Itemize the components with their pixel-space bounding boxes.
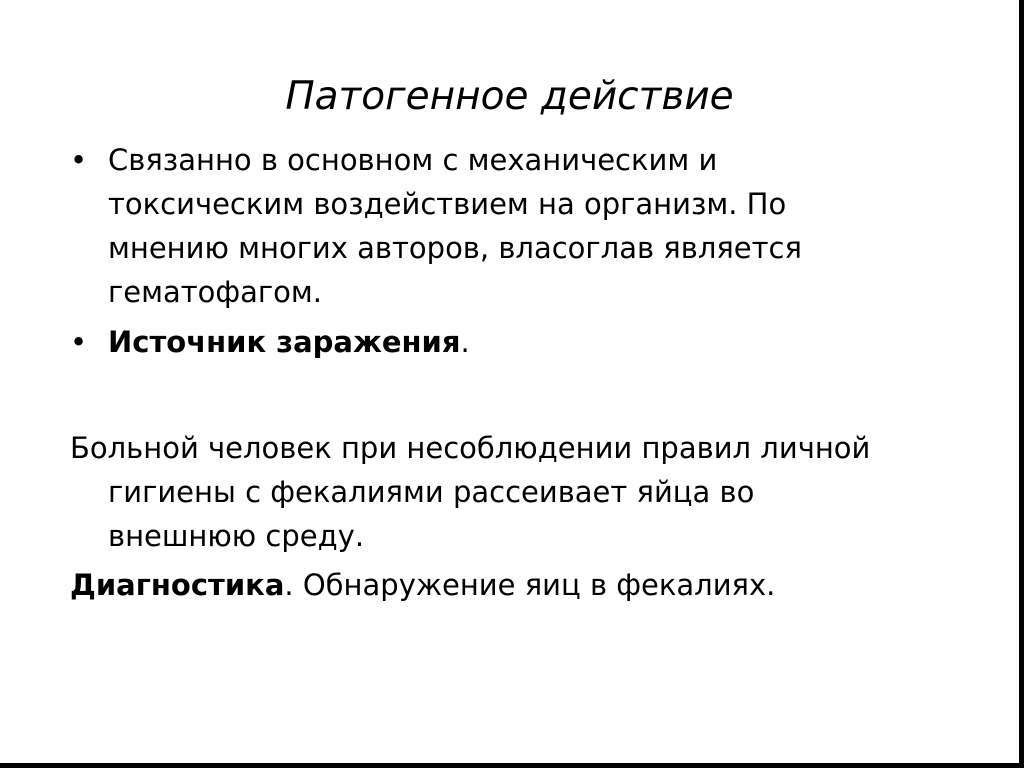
- slide-title: Патогенное действие: [285, 74, 734, 119]
- infection-source-heading: Источник заражения: [108, 325, 461, 359]
- paragraph-line: Больной человек при несоблюдении правил личной: [70, 431, 871, 465]
- bullet-line: гематофагом.: [108, 275, 323, 309]
- bullet-item-mechanism: [70, 138, 970, 314]
- bullet-text: [108, 138, 802, 314]
- diagnosis-heading: Диагностика: [70, 568, 285, 602]
- paragraph-line: внешнюю среду.: [108, 519, 365, 553]
- bullet-icon: •: [70, 325, 88, 359]
- diagnosis-text: . Обнаружение яиц в фекалиях.: [284, 568, 776, 602]
- bullet-item-infection-source: [70, 320, 970, 364]
- paragraph-diagnosis: [70, 563, 775, 607]
- infection-source-suffix: .: [460, 325, 470, 359]
- bullet-line: мнению многих авторов, власоглав является: [108, 231, 802, 265]
- paragraph-infection-source: [70, 426, 870, 558]
- bullet-line: токсическим воздействием на организм. По: [108, 187, 787, 221]
- bullet-text: [108, 320, 470, 364]
- bullet-icon: •: [70, 143, 88, 177]
- bullet-line: Связанно в основном с механическим и: [108, 143, 718, 177]
- paragraph-line: гигиены с фекалиями рассеивает яйца во: [108, 475, 755, 509]
